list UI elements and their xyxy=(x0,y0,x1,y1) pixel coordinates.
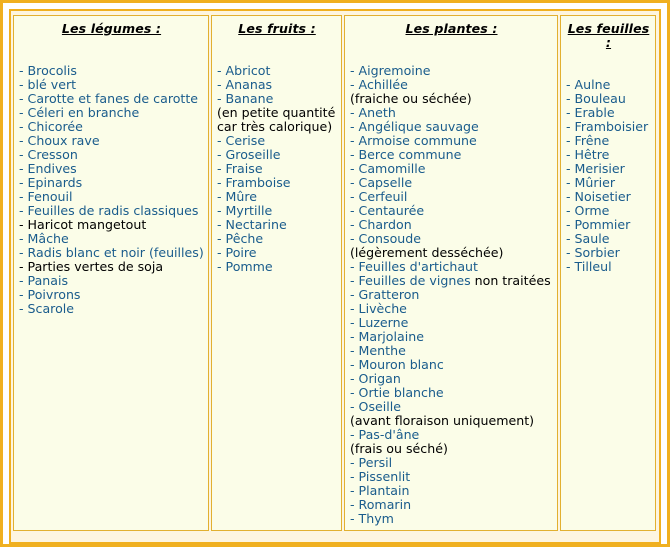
item-list xyxy=(566,78,651,274)
list-item xyxy=(350,232,553,246)
item-link[interactable]: - Mâche xyxy=(19,231,69,246)
list-item xyxy=(350,78,553,92)
list-item xyxy=(350,330,553,344)
item-link[interactable]: - Berce commune xyxy=(350,147,462,162)
item-link[interactable]: - Feuilles d'artichaut xyxy=(350,259,478,274)
list-item xyxy=(19,176,204,190)
item-text: (légèrement desséchée) xyxy=(350,245,504,260)
item-link[interactable]: - Poire xyxy=(217,245,257,260)
list-item xyxy=(19,64,204,78)
item-link[interactable]: - Carotte et fanes de carotte xyxy=(19,91,199,106)
list-item xyxy=(350,442,553,456)
list-item xyxy=(350,498,553,512)
item-link[interactable]: - Orme xyxy=(566,203,610,218)
list-item xyxy=(350,134,553,148)
item-link[interactable]: - Armoise commune xyxy=(350,133,477,148)
list-item xyxy=(19,120,204,134)
column-title: Les feuilles : xyxy=(567,21,650,50)
item-link[interactable]: - Aulne xyxy=(566,77,611,92)
column-feuilles xyxy=(560,15,656,531)
item-link[interactable]: - Menthe xyxy=(350,343,406,358)
list-item xyxy=(217,134,337,148)
item-link[interactable]: - Mouron blanc xyxy=(350,357,444,372)
item-note: (en petite quantité car très calorique) xyxy=(217,105,336,134)
item-link[interactable]: - Céleri en branche xyxy=(19,105,140,120)
list-item xyxy=(566,120,651,134)
list-item xyxy=(217,148,337,162)
item-text: (avant floraison uniquement) xyxy=(350,413,535,428)
list-item xyxy=(19,190,204,204)
list-item xyxy=(19,232,204,246)
column-legumes xyxy=(13,15,209,531)
item-link[interactable]: - Framboisier xyxy=(566,119,649,134)
list-item xyxy=(19,78,204,92)
list-item xyxy=(350,274,553,288)
item-link[interactable]: - Brocolis xyxy=(19,63,77,78)
item-link[interactable]: - Radis blanc et noir (feuilles) xyxy=(19,245,204,260)
list-item xyxy=(350,260,553,274)
list-item xyxy=(350,190,553,204)
list-item xyxy=(350,176,553,190)
item-link[interactable]: - Frêne xyxy=(566,133,610,148)
column-title: Les plantes : xyxy=(405,21,498,36)
item-link[interactable]: - Mûre xyxy=(217,189,258,204)
list-item xyxy=(217,246,337,260)
list-item xyxy=(566,162,651,176)
item-link[interactable]: - Cresson xyxy=(19,147,78,162)
list-item xyxy=(350,358,553,372)
list-item xyxy=(19,260,204,274)
list-item xyxy=(350,316,553,330)
item-link[interactable]: - Fraise xyxy=(217,161,263,176)
item-link[interactable]: - Chardon xyxy=(350,217,412,232)
item-link[interactable]: - Nectarine xyxy=(217,217,287,232)
item-link[interactable]: - Centaurée xyxy=(350,203,425,218)
list-item xyxy=(566,190,651,204)
item-link[interactable]: - Groseille xyxy=(217,147,281,162)
list-item xyxy=(350,386,553,400)
item-link[interactable]: - Chicorée xyxy=(19,119,83,134)
item-link[interactable]: - Achillée xyxy=(350,77,408,92)
list-item xyxy=(217,92,337,106)
list-item xyxy=(350,288,553,302)
list-item xyxy=(566,92,651,106)
list-item xyxy=(566,176,651,190)
item-link[interactable]: - Oseille xyxy=(350,399,402,414)
item-link[interactable]: - Pissenlit xyxy=(350,469,411,484)
list-item xyxy=(350,400,553,414)
item-link[interactable]: - Livèche xyxy=(350,301,407,316)
item-link[interactable]: - Pas-d'âne xyxy=(350,427,420,442)
list-item xyxy=(350,204,553,218)
item-link[interactable]: - Framboise xyxy=(217,175,291,190)
list-item xyxy=(19,92,204,106)
item-link[interactable]: - Gratteron xyxy=(350,287,420,302)
list-item xyxy=(566,134,651,148)
list-item xyxy=(350,148,553,162)
item-link[interactable]: - blé vert xyxy=(19,77,77,92)
list-item xyxy=(19,162,204,176)
list-item xyxy=(19,246,204,260)
list-item xyxy=(566,218,651,232)
item-link[interactable]: - Angélique sauvage xyxy=(350,119,479,134)
column-fruits xyxy=(211,15,342,531)
list-item xyxy=(566,260,651,274)
item-link[interactable]: - Plantain xyxy=(350,483,410,498)
item-link[interactable]: - Aneth xyxy=(350,105,396,120)
item-link[interactable]: - Endives xyxy=(19,161,77,176)
item-link[interactable]: - Marjolaine xyxy=(350,329,424,344)
item-link[interactable]: - Epinards xyxy=(19,175,83,190)
item-link[interactable]: - Hêtre xyxy=(566,147,610,162)
list-item xyxy=(350,428,553,442)
item-link[interactable]: - Merisier xyxy=(566,161,625,176)
list-item xyxy=(350,92,553,106)
column-plantes xyxy=(344,15,558,531)
list-item xyxy=(217,190,337,204)
list-item xyxy=(217,162,337,176)
item-link[interactable]: - Bouleau xyxy=(566,91,626,106)
list-item xyxy=(350,484,553,498)
item-link[interactable]: - Ortie blanche xyxy=(350,385,444,400)
list-item xyxy=(217,78,337,92)
list-item xyxy=(350,512,553,526)
list-item xyxy=(350,372,553,386)
item-link[interactable]: - Romarin xyxy=(350,497,412,512)
item-link[interactable]: - Ananas xyxy=(217,77,273,92)
item-list xyxy=(19,64,204,316)
item-link[interactable]: - Erable xyxy=(566,105,615,120)
list-item xyxy=(350,456,553,470)
item-link[interactable]: - Feuilles de vignes xyxy=(350,273,471,288)
item-link[interactable]: - Consoude xyxy=(350,231,422,246)
item-qualifier: non traitées xyxy=(470,273,551,288)
list-item xyxy=(19,218,204,232)
item-link[interactable]: - Pomme xyxy=(217,259,273,274)
list-item xyxy=(19,148,204,162)
list-item xyxy=(566,246,651,260)
list-item xyxy=(566,232,651,246)
list-item xyxy=(566,148,651,162)
list-item xyxy=(350,218,553,232)
item-link[interactable]: - Luzerne xyxy=(350,315,409,330)
list-item xyxy=(217,218,337,232)
item-link[interactable]: - Banane xyxy=(217,91,274,106)
list-item xyxy=(566,78,651,92)
item-link[interactable]: - Capselle xyxy=(350,175,413,190)
item-link[interactable]: - Myrtille xyxy=(217,203,273,218)
item-list xyxy=(350,64,553,526)
list-item xyxy=(350,344,553,358)
item-link[interactable]: - Abricot xyxy=(217,63,271,78)
list-item xyxy=(19,134,204,148)
list-item xyxy=(19,288,204,302)
list-item xyxy=(19,204,204,218)
list-item xyxy=(217,106,337,134)
item-link[interactable]: - Origan xyxy=(350,371,401,386)
list-item xyxy=(566,106,651,120)
list-item xyxy=(217,176,337,190)
item-link[interactable]: - Poivrons xyxy=(19,287,81,302)
list-item xyxy=(217,260,337,274)
list-item xyxy=(350,120,553,134)
item-link[interactable]: - Noisetier xyxy=(566,189,631,204)
list-item xyxy=(217,204,337,218)
item-link[interactable]: - Fenouil xyxy=(19,189,73,204)
list-item xyxy=(19,274,204,288)
column-title: Les fruits : xyxy=(238,21,316,36)
item-link[interactable]: - Feuilles de radis classiques xyxy=(19,203,199,218)
list-item xyxy=(350,470,553,484)
list-item xyxy=(350,106,553,120)
item-link[interactable]: - Persil xyxy=(350,455,393,470)
item-link[interactable]: - Cerise xyxy=(217,133,266,148)
column-title: Les légumes : xyxy=(61,21,162,36)
item-link[interactable]: - Aigremoine xyxy=(350,63,431,78)
item-link[interactable]: - Sorbier xyxy=(566,245,620,260)
item-link[interactable]: - Choux rave xyxy=(19,133,100,148)
list-item xyxy=(19,302,204,316)
list-item xyxy=(350,162,553,176)
item-link[interactable]: - Pêche xyxy=(217,231,264,246)
item-list xyxy=(217,64,337,274)
list-item xyxy=(350,246,553,260)
list-item xyxy=(350,302,553,316)
list-item xyxy=(350,414,553,428)
item-link[interactable]: - Camomille xyxy=(350,161,426,176)
item-text: - Haricot mangetout xyxy=(19,217,147,232)
list-item xyxy=(350,64,553,78)
list-item xyxy=(217,232,337,246)
item-link[interactable]: - Pommier xyxy=(566,217,631,232)
item-link[interactable]: - Saule xyxy=(566,231,610,246)
item-text: - Parties vertes de soja xyxy=(19,259,164,274)
item-link[interactable]: - Panais xyxy=(19,273,69,288)
item-link[interactable]: - Scarole xyxy=(19,301,75,316)
item-link[interactable]: - Mûrier xyxy=(566,175,615,190)
item-text: (frais ou séché) xyxy=(350,441,448,456)
item-link[interactable]: - Cerfeuil xyxy=(350,189,408,204)
item-text: (fraiche ou séchée) xyxy=(350,91,472,106)
item-link[interactable]: - Tilleul xyxy=(566,259,612,274)
list-item xyxy=(566,204,651,218)
list-item xyxy=(217,64,337,78)
list-item xyxy=(19,106,204,120)
item-link[interactable]: - Thym xyxy=(350,511,394,526)
